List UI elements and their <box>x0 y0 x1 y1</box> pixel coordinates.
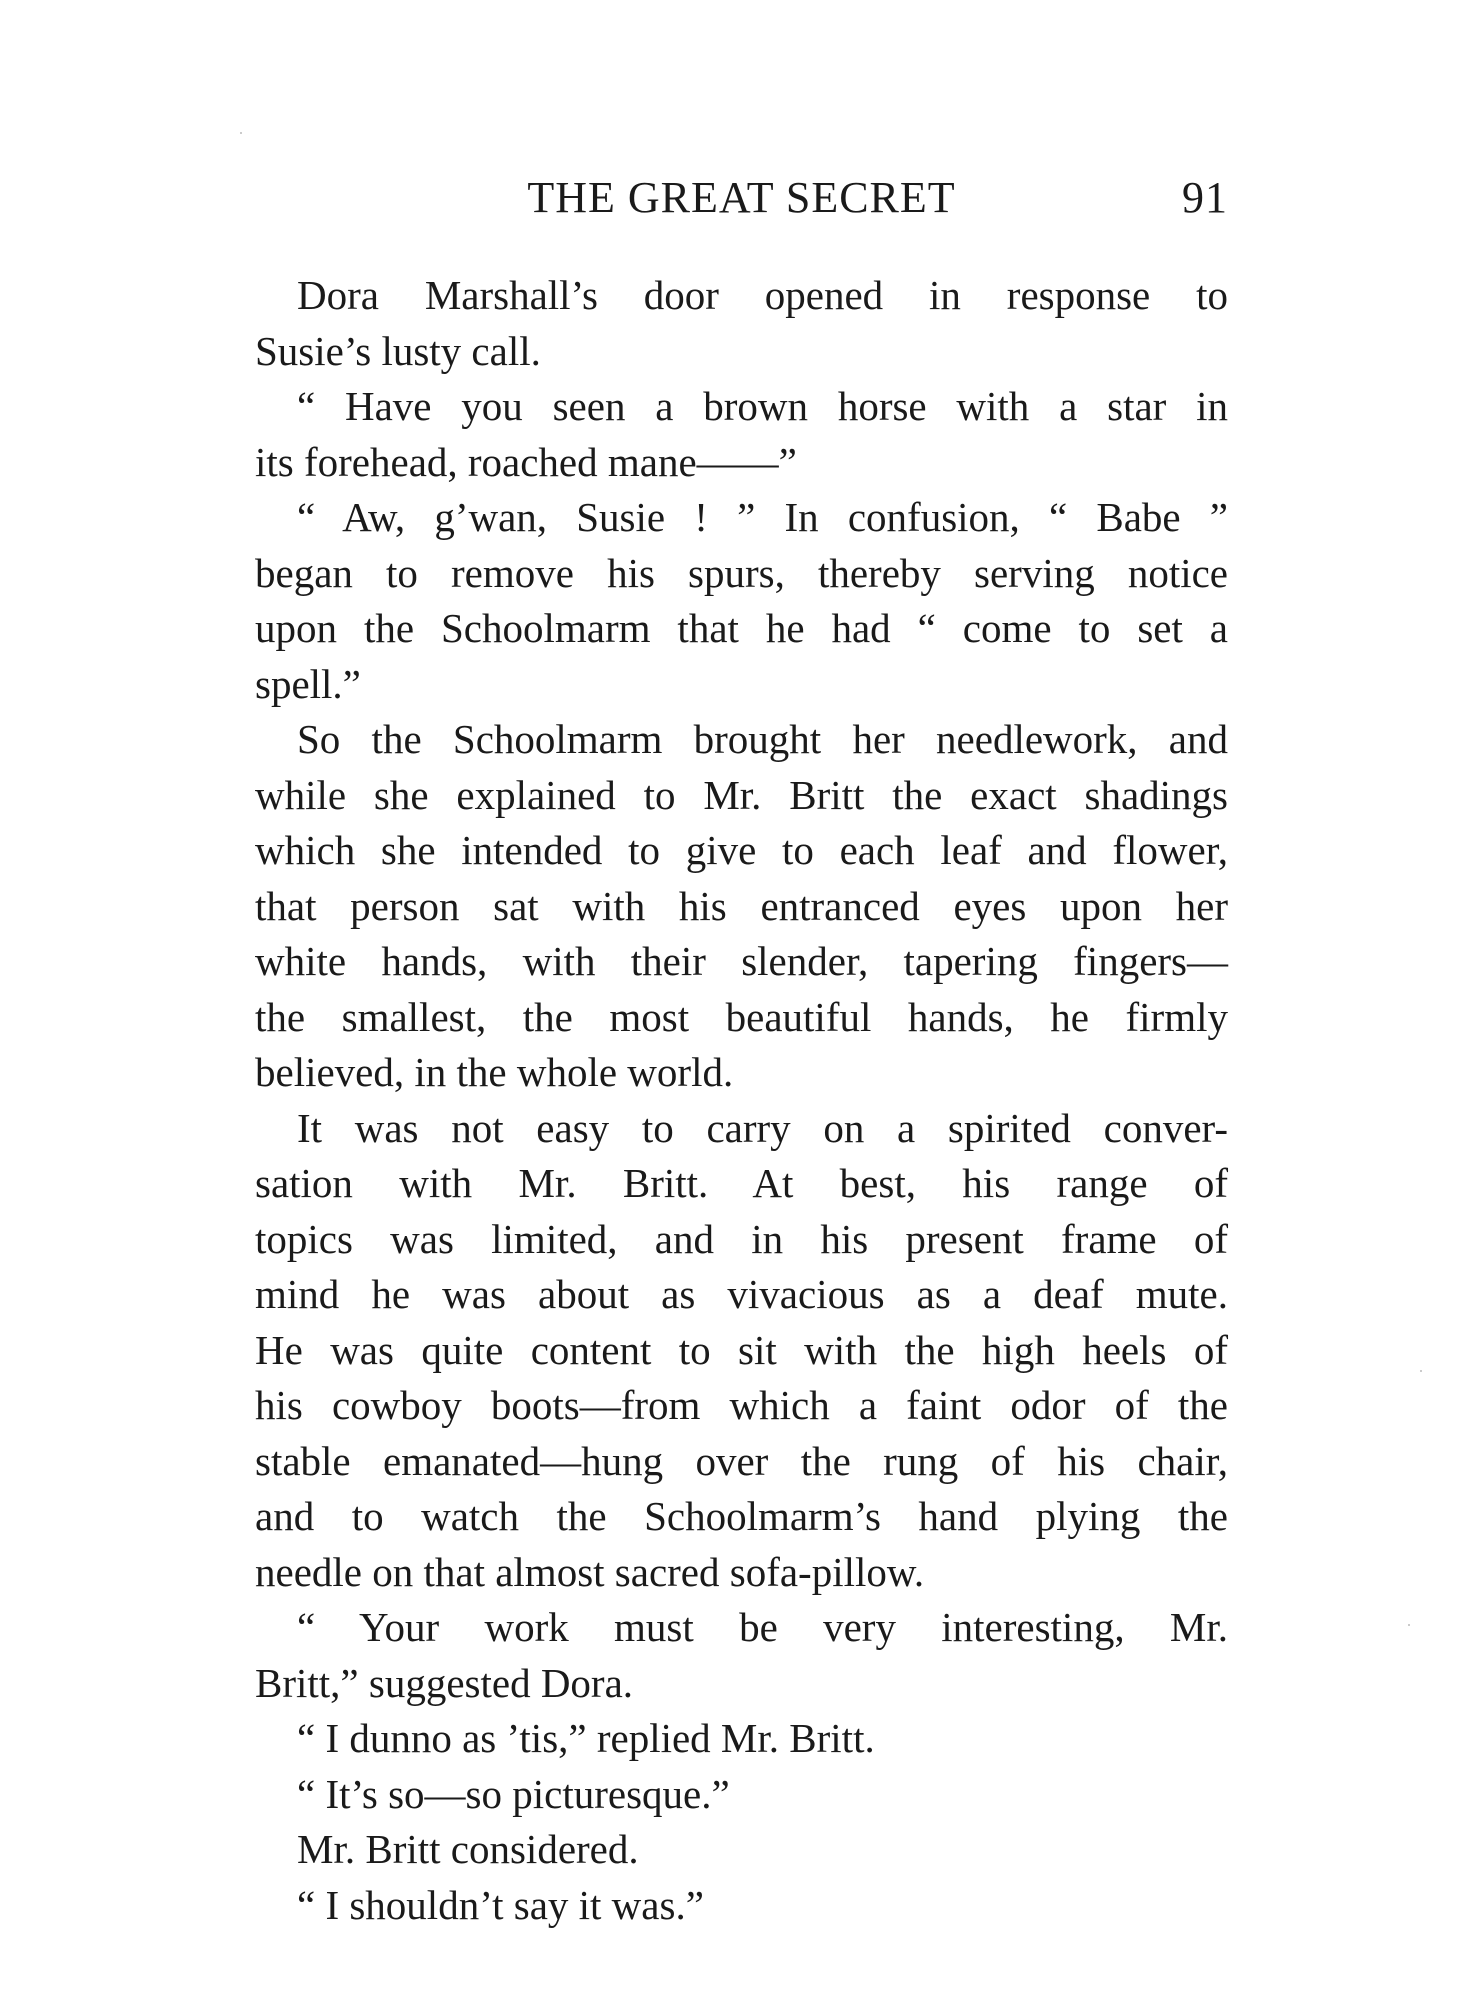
text-line: Britt,” suggested Dora. <box>255 1659 634 1706</box>
paper-speck <box>1420 1370 1422 1372</box>
text-line: “ Aw, g’wan, Susie ! ” In confusion, “ Babe ” <box>297 494 1228 540</box>
text-line: sation with Mr. Britt. At best, his range of <box>255 1160 1228 1206</box>
text-line: “ Have you seen a brown horse with a star in <box>297 383 1228 429</box>
text-line: So the Schoolmarm brought her needlework, and <box>297 716 1228 762</box>
text-line: stable emanated—hung over the rung of his chair, <box>255 1437 1228 1484</box>
text-line: “ Your work must be very interesting, Mr. <box>297 1604 1228 1650</box>
running-head <box>255 172 1228 232</box>
paper-speck <box>1408 1624 1410 1626</box>
text-line: upon the Schoolmarm that he had “ come to set a <box>255 605 1228 651</box>
text-line: spell.” <box>255 660 361 707</box>
text-line: needle on that almost sacred sofa-pillow. <box>255 1548 925 1595</box>
text-line: mind he was about as vivacious as a deaf mute. <box>255 1271 1228 1317</box>
text-line: and to watch the Schoolmarm’s hand plying the <box>255 1493 1228 1539</box>
text-line: It was not easy to carry on a spirited conver- <box>297 1104 1228 1151</box>
text-line: the smallest, the most beautiful hands, he firmly <box>255 993 1228 1040</box>
text-line: topics was limited, and in his present frame of <box>255 1215 1228 1262</box>
text-line: which she intended to give to each leaf and flower, <box>255 827 1228 873</box>
text-line: that person sat with his entranced eyes upon her <box>255 882 1228 929</box>
text-line: white hands, with their slender, tapering fingers— <box>255 938 1228 984</box>
text-line: “ I dunno as ’tis,” replied Mr. Britt. <box>297 1715 875 1761</box>
text-line: began to remove his spurs, thereby serving notice <box>255 549 1228 596</box>
paper-speck <box>240 132 242 134</box>
text-line: its forehead, roached mane——” <box>255 438 797 485</box>
body-text <box>255 268 1228 1933</box>
running-title: THE GREAT SECRET <box>527 173 956 222</box>
text-line: his cowboy boots—from which a faint odor of the <box>255 1382 1228 1428</box>
text-line: Susie’s lusty call. <box>255 327 541 374</box>
text-line: Mr. Britt considered. <box>297 1826 639 1872</box>
text-line: Dora Marshall’s door opened in response to <box>297 272 1228 318</box>
text-line: “ I shouldn’t say it was.” <box>297 1881 704 1928</box>
text-line: He was quite content to sit with the high heels of <box>255 1326 1228 1373</box>
text-line: “ It’s so—so picturesque.” <box>297 1770 730 1817</box>
page-number: 91 <box>1182 173 1228 222</box>
text-line: while she explained to Mr. Britt the exact shadings <box>255 771 1228 818</box>
text-line: believed, in the whole world. <box>255 1049 734 1095</box>
